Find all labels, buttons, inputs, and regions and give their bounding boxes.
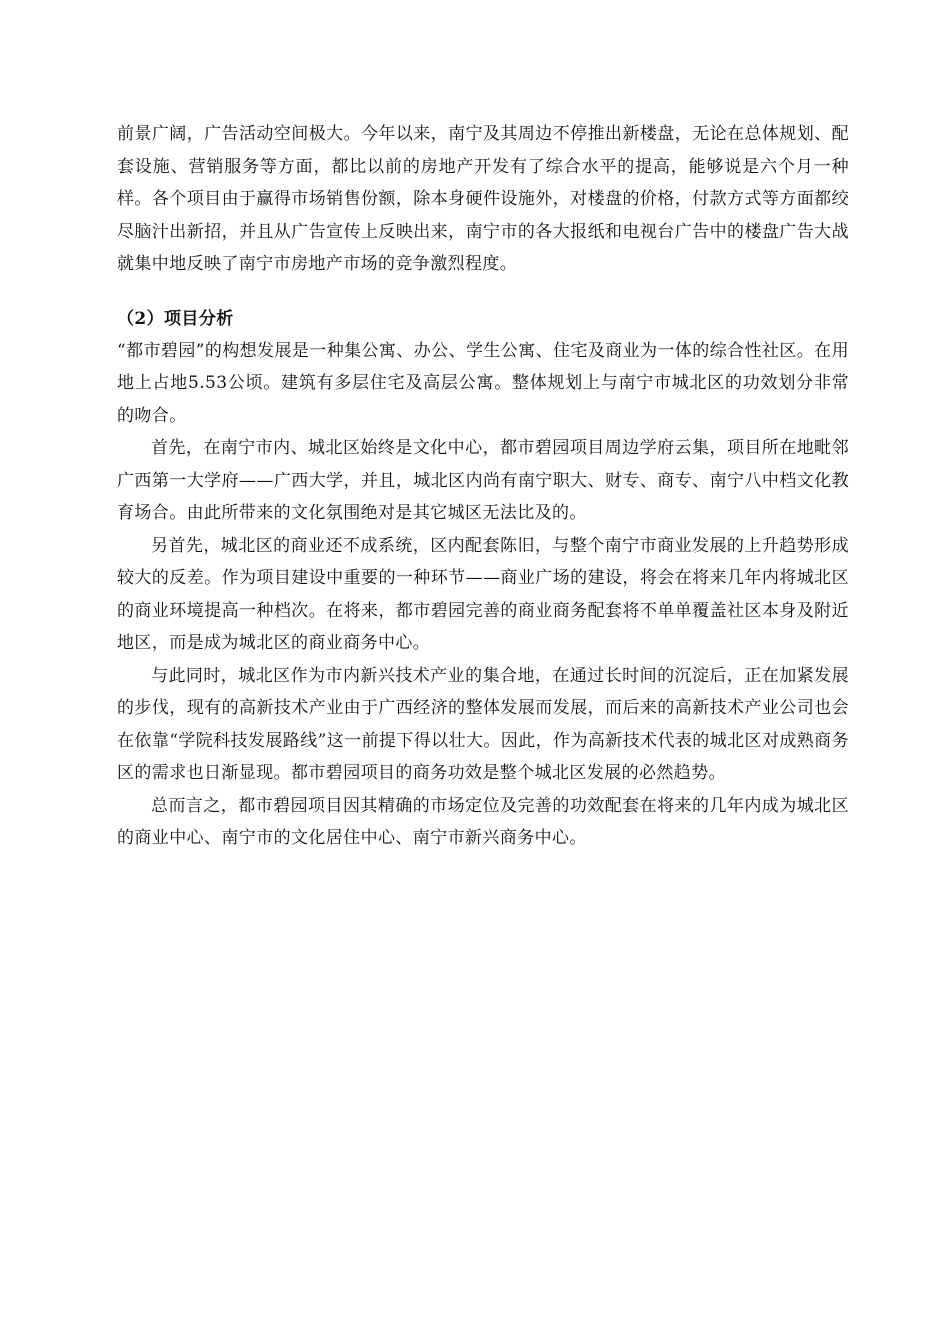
- paragraph-commerce: 另首先，城北区的商业还不成系统，区内配套陈旧，与整个南宁市商业发展的上升趋势形成较大的反差。作为项目建设中重要的一种环节——商业广场的建设，将会在将来几年内将城北区的商业环境提高一种档次。在将来，都市碧园完善的商业商务配套将不单单覆盖社区本身及附近地区，而是成为城北区的商业商务中心。: [117, 535, 849, 653]
- document-body: [117, 118, 849, 855]
- paragraph-tech-industry: 与此同时，城北区作为市内新兴技术产业的集合地，在通过长时间的沉淀后，正在加紧发展的步伐，现有的高新技术产业由于广西经济的整体发展而发展，而后来的高新技术产业公司也会在依靠“学院科技发展路线”这一前提下得以壮大。因此，作为高新技术代表的城北区对成熟商务区的需求也日渐显现。都市碧园项目的商务功效是整个城北区发展的必然趋势。: [117, 665, 849, 783]
- paragraph-project-concept: “都市碧园”的构想发展是一种集公寓、办公、学生公寓、住宅及商业为一体的综合性社区。在用地上占地5.53公顷。建筑有多层住宅及高层公寓。整体规划上与南宁市城北区的功效划分非常的吻合。: [117, 340, 849, 426]
- intro-paragraph: 前景广阔，广告活动空间极大。今年以来，南宁及其周边不停推出新楼盘，无论在总体规划、配套设施、营销服务等方面，都比以前的房地产开发有了综合水平的提高，能够说是六个月一种样。各个项目由于赢得市场销售份额，除本身硬件设施外，对楼盘的价格，付款方式等方面都绞尽脑汁出新招，并且从广告宣传上反映出来，南宁市的各大报纸和电视台广告中的楼盘广告大战就集中地反映了南宁市房地产市场的竞争激烈程度。: [117, 124, 849, 274]
- section-heading: （2）项目分析: [117, 308, 234, 329]
- paragraph-culture-center: 首先，在南宁市内、城北区始终是文化中心，都市碧园项目周边学府云集，项目所在地毗邻广西第一大学府——广西大学，并且，城北区内尚有南宁职大、财专、商专、南宁八中档文化教育场合。由此所带来的文化氛围绝对是其它城区无法比及的。: [117, 438, 849, 523]
- paragraph-conclusion: 总而言之，都市碧园项目因其精确的市场定位及完善的功效配套在将来的几年内成为城北区的商业中心、南宁市的文化居住中心、南宁市新兴商务中心。: [117, 795, 849, 848]
- section-spacer: [117, 281, 849, 303]
